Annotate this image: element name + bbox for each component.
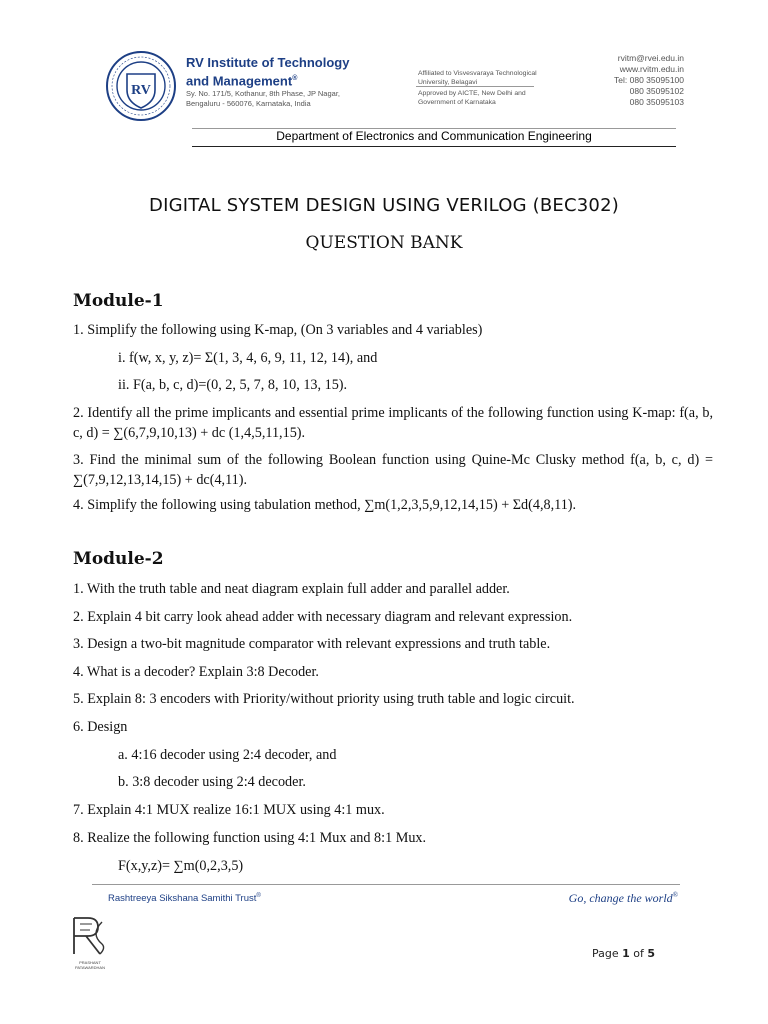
contact-website: www.rvitm.edu.in: [619, 64, 684, 74]
institute-address-line1: Sy. No. 171/5, Kothanur, 8th Phase, JP Nagar,: [186, 89, 340, 98]
document-subtitle: QUESTION BANK: [305, 233, 463, 253]
module-1-heading: Module-1: [73, 291, 164, 311]
module-1-question-1: 1. Simplify the following using K-map, (On 3 variables and 4 variables): [73, 322, 483, 338]
module-2-question-7: 7. Explain 4:1 MUX realize 16:1 MUX using 4:1 mux.: [73, 802, 385, 818]
module-2-question-8-function: F(x,y,z)= ∑m(0,2,3,5): [118, 858, 244, 874]
footer-trust-name: Rashtreeya Sikshana Samithi Trust®: [108, 893, 261, 905]
module-2-question-6-part-b: b. 3:8 decoder using 2:4 decoder.: [118, 774, 306, 790]
module-2-question-4: 4. What is a decoder? Explain 3:8 Decoder.: [73, 664, 319, 680]
module-1-question-4: 4. Simplify the following using tabulation method, ∑m(1,2,3,5,9,12,14,15) + Σd(4,8,11).: [73, 497, 577, 513]
module-1-question-2: 2. Identify all the prime implicants and essential prime implicants of the following function using K-map: f(a, b, c, d) = ∑(6,7,9,10,13) + dc (1,4,5,11,15).: [73, 405, 713, 441]
module-2-question-1: 1. With the truth table and neat diagram explain full adder and parallel adder.: [73, 581, 510, 597]
contact-email: rvitm@rvei.edu.in: [617, 53, 684, 63]
contact-phone-3: 080 35095103: [629, 97, 684, 107]
affiliation-line3: Approved by AICTE, New Delhi and: [418, 90, 526, 97]
module-1-question-3: 3. Find the minimal sum of the following Boolean function using Quine-Mc Clusky method f(a, b, c, d) = ∑(7,9,12,13,14,15) + dc(4,11).: [73, 452, 713, 488]
contact-phone-2: 080 35095102: [629, 86, 684, 96]
module-2-question-8: 8. Realize the following function using 4:1 Mux and 8:1 Mux.: [73, 830, 427, 846]
page-number: Page 1 of 5: [592, 947, 656, 960]
module-2-question-3: 3. Design a two-bit magnitude comparator with relevant expressions and truth table.: [73, 636, 551, 652]
module-1-question-1-part-ii: ii. F(a, b, c, d)=(0, 2, 5, 7, 8, 10, 13, 15).: [118, 377, 348, 393]
module-2-question-6: 6. Design: [73, 719, 128, 735]
logo-letters: RV: [131, 83, 151, 98]
institute-logo: [105, 50, 177, 122]
module-2-question-5: 5. Explain 8: 3 encoders with Priority/without priority using truth table and logic circuit.: [73, 691, 575, 707]
module-2-heading: Module-2: [73, 549, 164, 569]
institute-name-line1: RV Institute of Technology: [186, 55, 350, 70]
footer-rule: [92, 884, 680, 885]
monogram-caption-line2: PATAWARDHAN: [75, 965, 105, 970]
affiliation-divider: [416, 86, 534, 87]
footer-tagline: Go, change the world®: [568, 891, 678, 905]
contact-phone-1: Tel: 080 35095100: [614, 75, 684, 85]
institute-address-line2: Bengaluru - 560076, Karnataka, India: [186, 99, 311, 108]
monogram-icon: [66, 914, 110, 960]
affiliation-line2: University, Belagavi: [418, 79, 478, 86]
module-1-question-1-part-i: i. f(w, x, y, z)= Σ(1, 3, 4, 6, 9, 11, 12, 14), and: [118, 350, 378, 366]
institute-name-line2: and Management®: [186, 73, 298, 89]
affiliation-line1: Affiliated to Visvesvaraya Technological: [418, 70, 537, 77]
department-name: Department of Electronics and Communication Engineering: [276, 129, 592, 143]
monogram-caption-line1: PRASHANT: [79, 960, 101, 965]
module-2-question-2: 2. Explain 4 bit carry look ahead adder with necessary diagram and relevant expression.: [73, 609, 573, 625]
document-title: DIGITAL SYSTEM DESIGN USING VERILOG (BEC302): [149, 195, 619, 216]
affiliation-line4: Government of Karnataka: [418, 99, 496, 106]
header-rule-bottom: [192, 146, 676, 147]
module-2-question-6-part-a: a. 4:16 decoder using 2:4 decoder, and: [118, 747, 337, 763]
